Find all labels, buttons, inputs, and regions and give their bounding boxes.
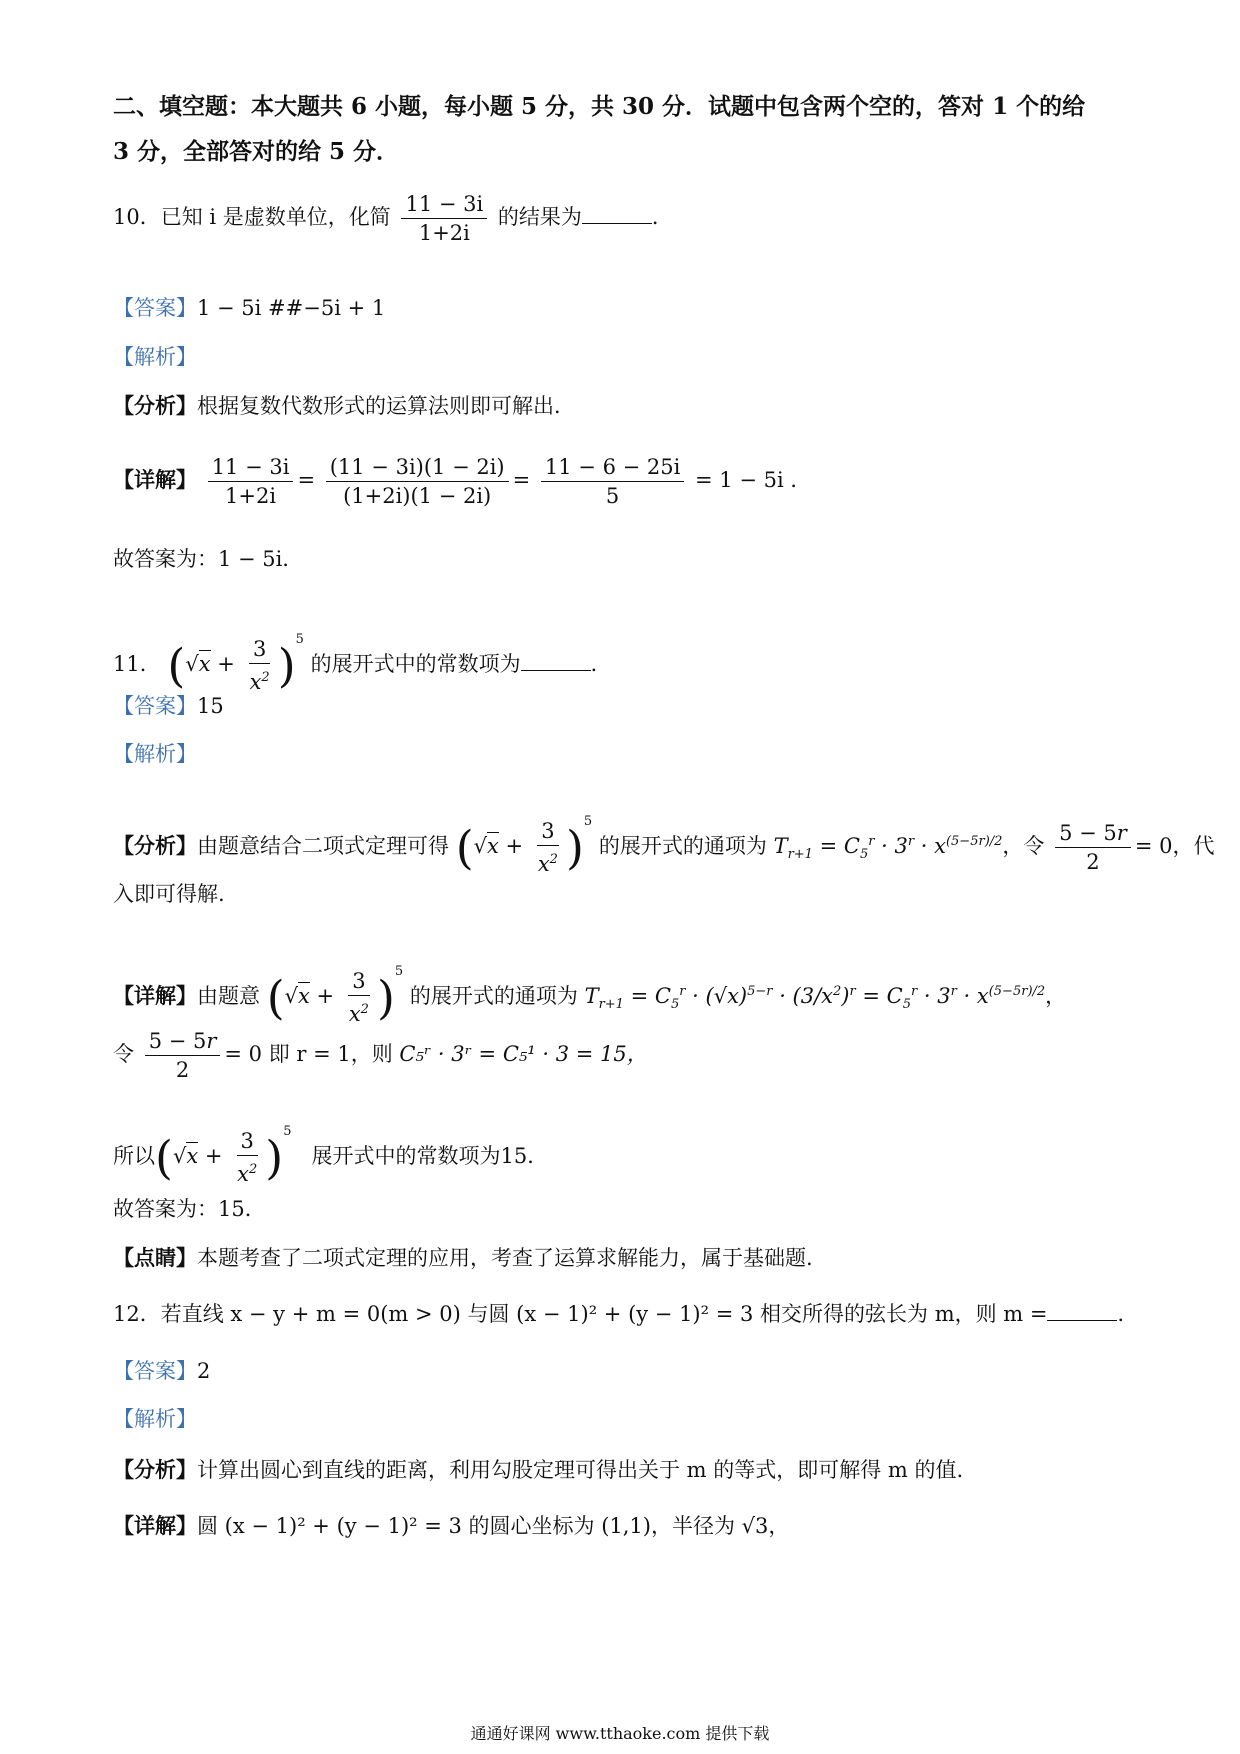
q11-frac bbox=[246, 637, 274, 694]
q11-prefix: 11． bbox=[113, 652, 161, 676]
paren-open: ( bbox=[167, 638, 186, 693]
q10-prefix: 10．已知 i 是虚数单位，化简 bbox=[113, 205, 391, 229]
frac bbox=[145, 1029, 221, 1082]
q11-ling-c: C₅ʳ · 3ʳ = C₅¹ · 3 = 15， bbox=[399, 1042, 648, 1066]
frac-den: $x^2$ bbox=[237, 1162, 258, 1186]
section-title-line2: 3 分，全部答对的给 5 分． bbox=[113, 138, 400, 165]
q10-detail-frac-2 bbox=[326, 455, 509, 508]
q11-detail: 【详解】由题意 (√x + $\frac{3}{x^2}$ )$^5$ 的展开式的通项为 $T_{r+1} = C_5^r \cdot (√x)^{5-r} \cdot (3/x^2)^r = C_5^r \cdot 3^r \cdot x^{(5-5r)/2}$， bbox=[113, 964, 1067, 1026]
jiexi-label: 【解析】 bbox=[113, 345, 197, 369]
fenxi-label: 【分析】 bbox=[113, 393, 197, 418]
q10-frac-den: 1+2i bbox=[418, 221, 470, 245]
answer-label: 【答案】 bbox=[113, 1359, 197, 1383]
q11-fenxi-d: = 0，代 bbox=[1134, 834, 1215, 858]
exponent: 5 bbox=[283, 1124, 292, 1139]
q11-answer: 15 bbox=[197, 694, 224, 718]
q11-analysis: 【分析】由题意结合二项式定理可得 (√x + $\frac{3}{x^2}$ )$^5$ 的展开式的通项为 $T_{r+1} = C_5^r \cdot 3^r \cdot x^{(5-5r)/2}$，令 $\frac{5 - 5r}{2}$ = 0，代 bbox=[113, 814, 1215, 876]
q11-ling-b: = 0 即 r = 1，则 bbox=[224, 1042, 393, 1066]
q11-suoyi-b: 展开式中的常数项为15． bbox=[311, 1144, 549, 1168]
q10-detail-frac-1 bbox=[208, 455, 294, 508]
q10-detail-frac-3 bbox=[541, 455, 684, 508]
q11-answer-row bbox=[113, 692, 224, 720]
xiangjie-label: 【详解】 bbox=[113, 467, 197, 492]
q10-final: 故答案为：1 − 5i． bbox=[113, 547, 304, 571]
q11-analysis-2: 入即可得解. bbox=[113, 882, 225, 906]
answer-label: 【答案】 bbox=[113, 694, 197, 718]
answer-blank bbox=[1047, 1302, 1117, 1321]
q10-answer-row bbox=[113, 294, 385, 322]
q11-fenxi-a: 由题意结合二项式定理可得 bbox=[197, 834, 449, 858]
sqrt-x: √x bbox=[284, 984, 310, 1008]
paren-close: ) bbox=[565, 820, 584, 875]
frac-den: $x^2$ bbox=[537, 852, 558, 876]
paren-open: ( bbox=[455, 820, 474, 875]
q10-analysis bbox=[113, 392, 575, 420]
question-10: 10．已知 i 是虚数单位，化简 $\frac{11 - 3i}{1+2i}$ 的结果为 ． bbox=[113, 192, 673, 245]
xiangjie-label: 【详解】 bbox=[113, 1513, 197, 1538]
answer-blank bbox=[582, 205, 652, 224]
question-12: 12．若直线 x − y + m = 0(m > 0) 与圆 (x − 1)² + (y − 1)² = 3 相交所得的弦长为 m，则 m = ． bbox=[113, 1302, 1139, 1326]
frac bbox=[1055, 821, 1131, 874]
sqrt-x: √x bbox=[185, 652, 211, 676]
q12-answer: 2 bbox=[197, 1359, 211, 1383]
frac-num: 3 bbox=[348, 969, 369, 996]
exponent: 5 bbox=[583, 814, 593, 829]
paren-close: ) bbox=[265, 1130, 284, 1185]
frac bbox=[233, 1129, 261, 1186]
q10-fenxi-text: 根据复数代数形式的运算法则即可解出． bbox=[197, 394, 575, 418]
paren-close: ) bbox=[376, 970, 395, 1025]
q11-conclusion: 所以(√x + $\frac{3}{x^2}$ )$^5$ 展开式中的常数项为15． bbox=[113, 1124, 549, 1186]
sqrt-x: √x bbox=[172, 1144, 199, 1168]
q11-fenxi-c: ，令 bbox=[1002, 834, 1045, 858]
jiexi-label: 【解析】 bbox=[113, 742, 197, 766]
fenxi-label: 【分析】 bbox=[113, 1457, 197, 1482]
jiexi-label: 【解析】 bbox=[113, 1407, 197, 1431]
paren-close: ) bbox=[277, 638, 296, 693]
frac-den: $x^2$ bbox=[348, 1002, 369, 1026]
exponent: 5 bbox=[394, 964, 404, 979]
frac-num: (11 − 3i)(1 − 2i) bbox=[326, 455, 509, 482]
q10-detail-result: = 1 − 5i ． bbox=[695, 468, 812, 492]
q11-final: 故答案为：15． bbox=[113, 1197, 266, 1221]
frac-num: 5 − 5r bbox=[145, 1029, 221, 1056]
dianjing-label: 【点睛】 bbox=[113, 1245, 197, 1270]
question-11: 11． (√x + $\frac{3}{x^2}$ )$^5$ 的展开式中的常数项为 ． bbox=[113, 632, 612, 694]
exponent: 5 bbox=[295, 632, 304, 647]
q10-answer: 1 − 5i ##−5i + 1 bbox=[197, 296, 386, 320]
q11-dianjing-text: 本题考查了二项式定理的应用，考查了运算求解能力，属于基础题. bbox=[197, 1246, 813, 1270]
frac-den: 5 bbox=[605, 484, 620, 508]
frac-den: 2 bbox=[175, 1058, 190, 1082]
q11-detail-b: 的展开式的通项为 bbox=[409, 984, 578, 1008]
frac-num: 3 bbox=[537, 819, 558, 846]
frac-den: $x^2$ bbox=[249, 670, 270, 694]
q12-detail bbox=[113, 1512, 789, 1540]
answer-blank bbox=[521, 652, 591, 671]
q12-detail-text: 圆 (x − 1)² + (y − 1)² = 3 的圆心坐标为 (1,1)，半径为 √3， bbox=[197, 1514, 790, 1538]
frac-num: 5 − 5r bbox=[1055, 821, 1131, 848]
frac-num: 3 bbox=[237, 1129, 258, 1156]
frac-den: 2 bbox=[1086, 850, 1100, 874]
answer-label: 【答案】 bbox=[113, 296, 197, 320]
q12-answer-row bbox=[113, 1357, 210, 1385]
frac bbox=[345, 969, 373, 1026]
q12-fenxi-text: 计算出圆心到直线的距离，利用勾股定理可得出关于 m 的等式，即可解得 m 的值. bbox=[197, 1458, 964, 1482]
general-term-expanded: $T_{r+1} = C_5^r \cdot (√x)^{5-r} \cdot (3/x^2)^r = C_5^r \cdot 3^r \cdot x^{(5-5r)/2}$ bbox=[584, 984, 1046, 1013]
q10-fraction bbox=[401, 192, 487, 245]
q11-suffix: 的展开式中的常数项为 bbox=[310, 652, 521, 676]
section-title-line1: 二、填空题：本大题共 6 小题，每小题 5 分，共 30 分．试题中包含两个空的，答对 1 个的给 bbox=[113, 93, 1086, 120]
q12-analysis bbox=[113, 1456, 963, 1484]
q10-detail: 【详解】 $\frac{11 - 3i}{1+2i}$ = $\frac{(11 - 3i)(1 - 2i)}{(1+2i)(1 - 2i)}$ = $\frac{11 - 6 - 25i}{5}$ = 1 − 5i ． bbox=[113, 455, 812, 508]
frac-den: (1+2i)(1 − 2i) bbox=[343, 484, 492, 508]
paren-open: ( bbox=[266, 970, 285, 1025]
q11-detail-a: 由题意 bbox=[197, 984, 260, 1008]
q10-suffix: 的结果为 bbox=[497, 205, 582, 229]
frac-num: 3 bbox=[249, 637, 270, 664]
q12-text: 12．若直线 x − y + m = 0(m > 0) 与圆 (x − 1)² + (y − 1)² = 3 相交所得的弦长为 m，则 m = bbox=[113, 1302, 1048, 1326]
sqrt-x: √x bbox=[473, 834, 499, 858]
general-term: $T_{r+1} = C_5^r \cdot 3^r \cdot x^{(5-5r)/2}$ bbox=[773, 834, 1003, 863]
frac-num: 11 − 3i bbox=[208, 455, 294, 482]
q11-fenxi-b: 的展开式的通项为 bbox=[598, 834, 767, 858]
paren-open: ( bbox=[155, 1130, 173, 1185]
frac bbox=[534, 819, 562, 876]
footer-watermark: 通通好课网 www.tthaoke.com 提供下载 bbox=[470, 1724, 770, 1743]
q10-frac-num: 11 − 3i bbox=[401, 192, 487, 219]
q11-solve bbox=[113, 1022, 648, 1086]
fenxi-label: 【分析】 bbox=[113, 833, 197, 858]
q11-ling: 令 bbox=[113, 1042, 134, 1066]
frac-den: 1+2i bbox=[225, 484, 277, 508]
frac-num: 11 − 6 − 25i bbox=[541, 455, 684, 482]
xiangjie-label: 【详解】 bbox=[113, 983, 197, 1008]
q11-suoyi: 所以 bbox=[113, 1144, 155, 1168]
q11-dianjing bbox=[113, 1244, 813, 1272]
